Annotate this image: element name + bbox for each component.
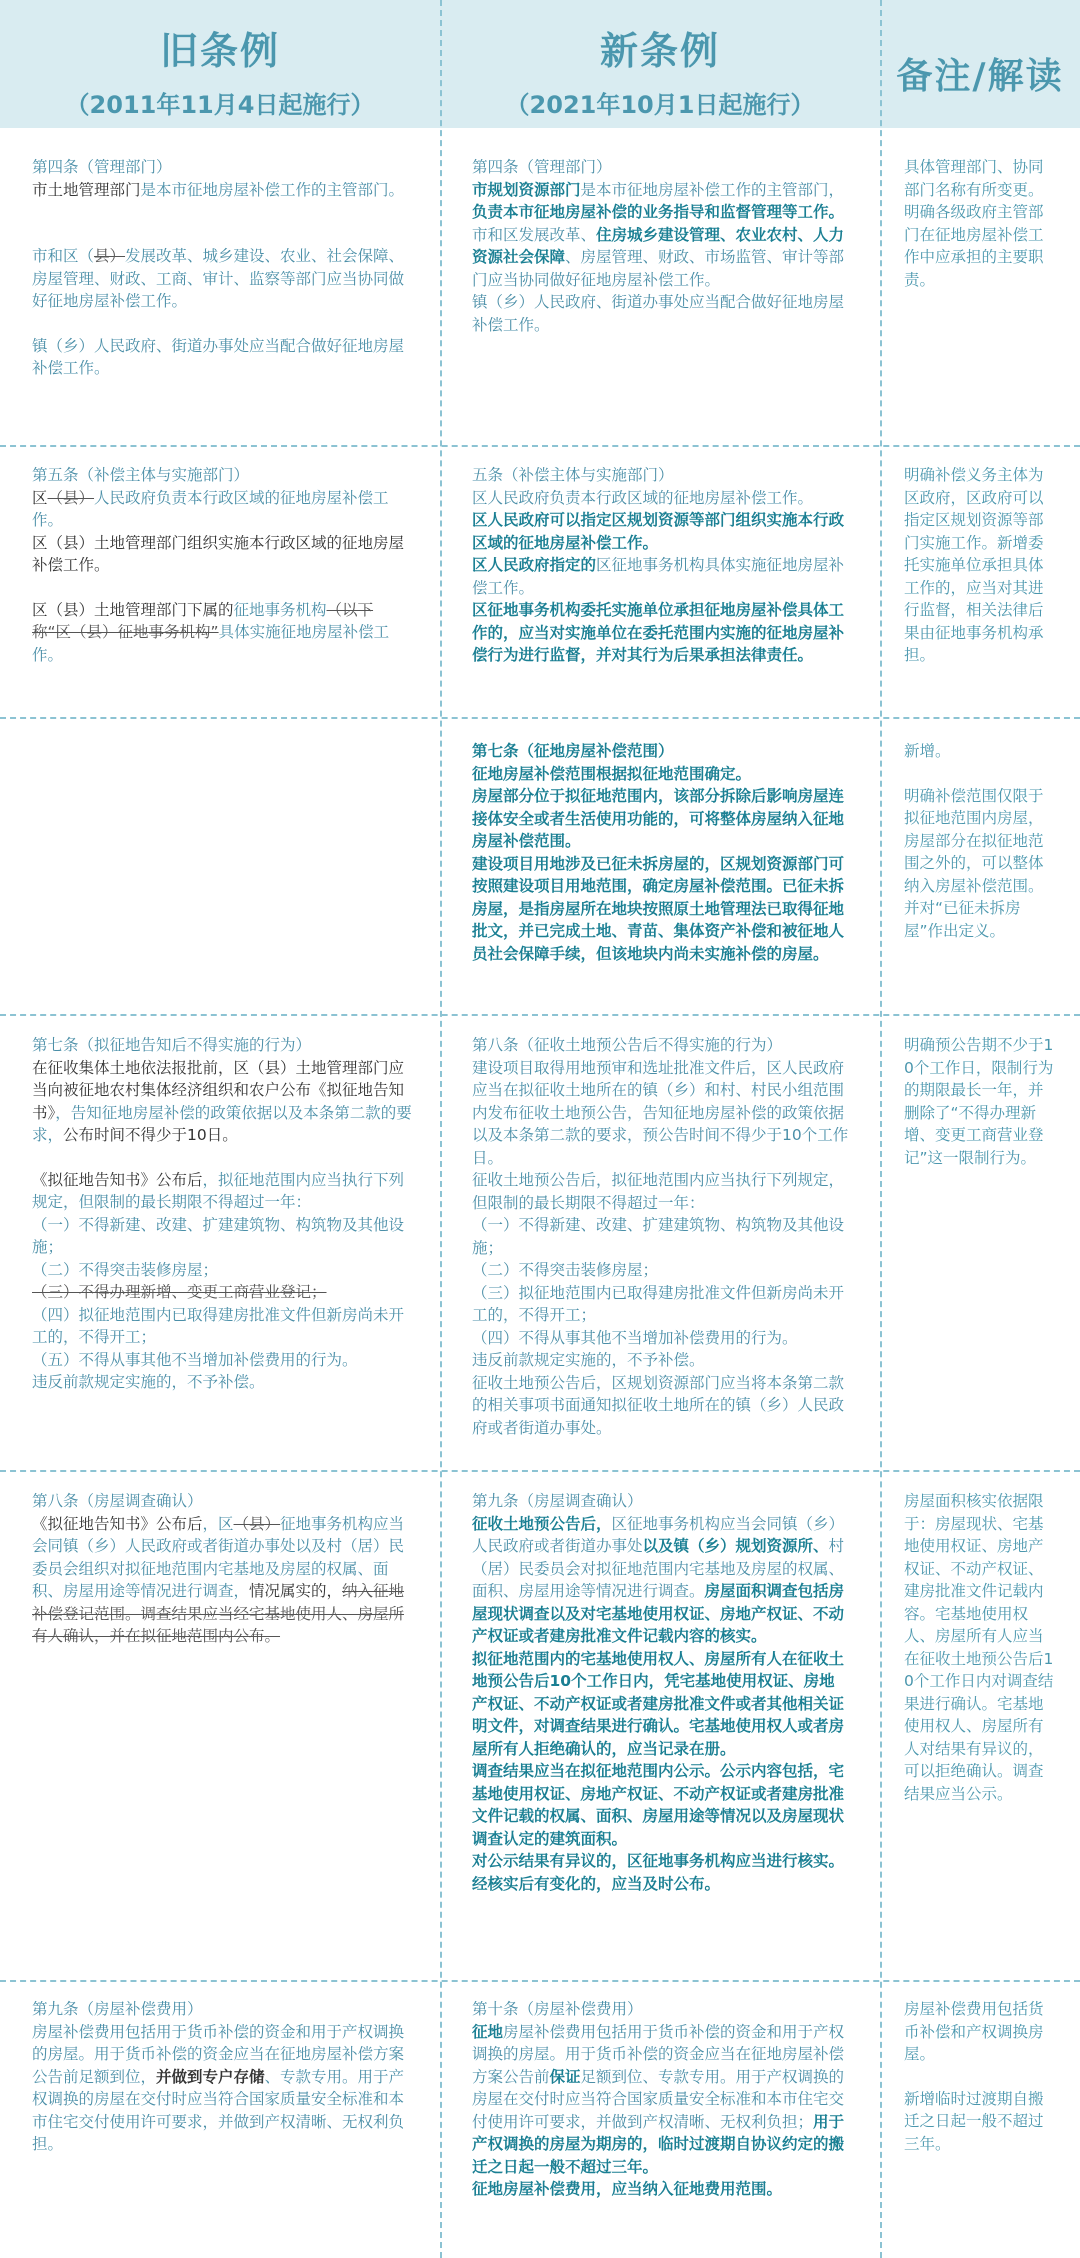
clause-heading: 五条（补偿主体与实施部门） <box>472 466 674 484</box>
text-span: 具体实施征地房屋补偿工作。 <box>32 623 390 664</box>
deleted-text: 县） <box>94 247 126 265</box>
clause-paragraph: 建设项目用地涉及已征未拆房屋的，区规划资源部门可按照建设项目用地范围，确定房屋补偿范围。已征未拆房屋，是指房屋所在地块按照原土地管理法已取得征地批文，并已完成土地、青苗、集体资产补偿和被征地人员社会保障手续，但该地块内尚未实施补偿的房屋。 <box>472 854 845 963</box>
clause-paragraph: 调查结果应当在拟征地范围内公示。公示内容包括，宅基地使用权证、房地产权证、不动产权证或者建房批准文件记载的权属、面积、房屋用途等情况以及房屋现状调查认定的建筑面积。 <box>472 1762 845 1848</box>
text-span: 是本市征地房屋补偿工作的主管部门， <box>580 180 845 199</box>
header-new-title: 新条例 <box>599 29 720 73</box>
text-span: 、房屋管理、财政、市场监管、审计等部门应当协同做好征地房屋补偿工作。 <box>472 248 845 289</box>
text-span: 以及镇（乡）规划资源所、 <box>642 1537 829 1555</box>
clause-paragraph <box>32 2021 412 2156</box>
text-span: ，拟征地范围内应当执行下列规定，但限制的最长期限不得超过一年： <box>32 1170 405 1211</box>
row5-old-cell <box>32 1490 412 1648</box>
text-span: 村（居）民委员会对拟征地范围内宅基地及房屋的权属、面积、房屋用途等情况进行调查。 <box>472 1537 845 1600</box>
row5-note: 房屋面积核实依据限于：房屋现状、宅基地使用权证、房地产权证、不动产权证、建房批准文件记载内容。宅基地使用权人、房屋所有人应当在征收土地预公告后10个工作日内对调查结果进行确认。宅基地使用权人、房屋所有人对结果有异议的，可以拒绝确认。调查结果应当公示。 <box>904 1492 1054 1803</box>
clause-heading: 第九条（房屋调查确认） <box>472 1492 643 1510</box>
clause-paragraph <box>32 1169 412 1214</box>
clause-paragraph: 征收土地预公告后，拟征地范围内应当执行下列规定，但限制的最长期限不得超过一年： <box>472 1171 845 1212</box>
clause-heading: 第九条（房屋补偿费用） <box>32 2000 203 2018</box>
column-divider <box>880 0 882 2258</box>
text-span: 人民政府负责本行政区域的征地房屋补偿工作。 <box>32 488 389 529</box>
list-item: （一）不得新建、改建、扩建建筑物、构筑物及其他设施； <box>472 1216 845 1257</box>
header-new-subtitle: （2021年10月1日起施行） <box>505 91 815 119</box>
clause-heading: 第八条（房屋调查确认） <box>32 1492 203 1510</box>
text-span: ，告知征地房屋补偿的政策依据以及本条第二款的要求， <box>32 1103 412 1144</box>
row6-new-cell <box>472 1998 850 2201</box>
row3-new-cell <box>472 740 850 965</box>
list-item: （四）拟征地范围内已取得建房批准文件但新房尚未开工的，不得开工； <box>32 1305 405 1346</box>
row-divider <box>0 1014 1080 1016</box>
text-span: 房屋补偿费用包括用于货币补偿的资金和用于产权调换的房屋。用于货币补偿的资金应当在征地房屋补偿方案公告前 <box>472 2022 845 2086</box>
row1-old-cell <box>32 156 412 380</box>
deleted-text: （县） <box>233 1514 281 1533</box>
row1-new-cell <box>472 156 850 336</box>
row1-note: 具体管理部门、协同部门名称有所变更。明确各级政府主管部门在征地房屋补偿工作中应承担的主要职责。 <box>904 158 1044 289</box>
text-span: 市规划资源部门 <box>472 180 581 199</box>
row-divider <box>0 1980 1080 1982</box>
row4-old-cell <box>32 1034 412 1394</box>
row6-note <box>904 1998 1056 2155</box>
clause-paragraph <box>472 1513 850 1648</box>
clause-heading: 第四条（管理部门） <box>32 158 172 176</box>
clause-paragraph <box>32 179 412 202</box>
clause-paragraph: 区（县）土地管理部门组织实施本行政区域的征地房屋补偿工作。 <box>32 533 405 574</box>
text-span: 情况属实的， <box>249 1582 343 1600</box>
text-span: 《拟征地告知书》公布后 <box>32 1514 203 1533</box>
row2-new-cell <box>472 464 850 667</box>
text-span: 用于产权调换的房屋为期房的，临时过渡期自协议约定的搬迁之日起一般不超过三年。 <box>472 2112 845 2176</box>
header-old-title: 旧条例 <box>159 29 280 73</box>
row3-note <box>904 740 1056 942</box>
clause-paragraph <box>32 245 412 313</box>
text-span: 区 <box>32 488 48 507</box>
clause-heading: 第四条（管理部门） <box>472 158 612 176</box>
clause-paragraph: 拟征地范围内的宅基地使用权人、房屋所有人在征收土地预公告后10个工作日内，凭宅基地使用权证、房地产权证、不动产权证或者建房批准文件或者其他相关证明文件，对调查结果进行确认。宅基地使用权人或者房屋所有人拒绝确认的，应当记录在册。 <box>472 1649 845 1758</box>
text-span: ，区 <box>202 1514 234 1533</box>
clause-paragraph: 区人民政府可以指定区规划资源等部门组织实施本行政区域的征地房屋补偿工作。 <box>472 511 845 552</box>
text-span: 区征地事务机构具体实施征地房屋补偿工作。 <box>472 556 845 597</box>
deleted-text: （县） <box>47 488 95 507</box>
text-span: 征地事务机构应当会同镇（乡）人民政府或者街道办事处以及村（居）民委员会组织对拟征地范围内宅基地及房屋的权属、面积、房屋用途等情况进行调查， <box>32 1514 405 1600</box>
deleted-text: （以下称“区（县）征地事务机构” <box>32 600 374 641</box>
row-divider <box>0 445 1080 447</box>
clause-paragraph: 房屋部分位于拟征地范围内，该部分拆除后影响房屋连接体安全或者生活使用功能的，可将整体房屋纳入征地房屋补偿范围。 <box>472 787 845 850</box>
list-item: （五）不得从事其他不当增加补偿费用的行为。 <box>32 1350 358 1369</box>
header-notes <box>880 0 1080 128</box>
text-span: 负责本市征地房屋补偿的业务指导和监督管理等工作。 <box>472 203 845 221</box>
text-span: 发展改革、城乡建设、农业、社会保障、房屋管理、财政、工商、审计、监察等部门应当协同做好征地房屋补偿工作。 <box>32 247 405 310</box>
clause-heading: 第八条（征收土地预公告后不得实施的行为） <box>472 1036 783 1054</box>
text-span: 《拟征地告知书》公布后 <box>32 1170 203 1189</box>
text-span: 足额到位、专款专用。用于产权调换的房屋在交付时应当符合国家质量安全标准和本市住宅交付使用许可要求，并做到产权清晰、无权利负担； <box>472 2067 845 2131</box>
text-span: 区征地事务机构应当会同镇（乡）人民政府或者街道办事处 <box>472 1514 845 1555</box>
clause-paragraph <box>32 599 412 667</box>
row-divider <box>0 1470 1080 1472</box>
header-old-subtitle: （2011年11月4日起施行） <box>65 91 375 119</box>
header-notes-title: 备注/解读 <box>896 56 1064 97</box>
row6-old-cell <box>32 1998 412 2156</box>
clause-paragraph: 镇（乡）人民政府、街道办事处应当配合做好征地房屋补偿工作。 <box>32 336 405 377</box>
text-span: 房屋补偿费用包括用于货币补偿的资金和用于产权调换的房屋。用于货币补偿的资金应当在征地房屋补偿方案公告前足额到位， <box>32 2022 405 2086</box>
note-paragraph: 新增临时过渡期自搬迁之日起一般不超过三年。 <box>904 2089 1044 2153</box>
clause-paragraph: 建设项目取得用地预审和选址批准文件后，区人民政府应当在拟征收土地所在的镇（乡）和村、村民小组范围内发布征收土地预公告，告知征地房屋补偿的政策依据以及本条第二款的要求，预公告时间不得少于10个工作日。 <box>472 1058 849 1167</box>
clause-paragraph: 征地房屋补偿范围根据拟征地范围确定。 <box>472 764 752 783</box>
deleted-text: 纳入征地补偿登记范围。调查结果应当经宅基地使用人、房屋所有人确认，并在拟征地范围内公布。 <box>32 1582 405 1645</box>
clause-paragraph <box>472 2021 850 2179</box>
note-paragraph: 房屋补偿费用包括货币补偿和产权调换房屋。 <box>904 2000 1044 2063</box>
list-item: （二）不得突击装修房屋； <box>472 1261 659 1279</box>
clause-paragraph <box>32 1057 412 1147</box>
text-span: 住房城乡建设管理、农业农村、人力资源社会保障 <box>472 225 845 266</box>
note-paragraph: 明确补偿范围仅限于拟征地范围内房屋，房屋部分在拟征地范围之外的，可以整体纳入房屋补偿范围。并对“已征未拆房屋”作出定义。 <box>904 786 1044 940</box>
clause-paragraph: 镇（乡）人民政府、街道办事处应当配合做好征地房屋补偿工作。 <box>472 293 845 334</box>
row4-note: 明确预公告期不少于10个工作日，限制行为的期限最长一年，并删除了“不得办理新增、变更工商营业登记”这一限制行为。 <box>904 1036 1054 1167</box>
text-span: 、专款专用。用于产权调换的房屋在交付时应当符合国家质量安全标准和本市住宅交付使用许可要求，并做到产权清晰、无权利负担。 <box>32 2067 405 2153</box>
text-span: 保证 <box>549 2067 581 2086</box>
text-span: 市土地管理部门 <box>32 180 141 199</box>
header-new <box>440 0 880 128</box>
text-span: 市和区发展改革、 <box>472 225 597 244</box>
list-item: （三）不得办理新增、变更工商营业登记； <box>32 1283 327 1301</box>
row2-old-cell <box>32 464 412 666</box>
list-item: （一）不得新建、改建、扩建建筑物、构筑物及其他设施； <box>32 1215 405 1256</box>
clause-paragraph: 区征地事务机构委托实施单位承担征地房屋补偿具体工作的，应当对实施单位在委托范围内实施的征地房屋补偿行为进行监督，并对其行为后果承担法律责任。 <box>472 601 845 664</box>
text-span: 是本市征地房屋补偿工作的主管部门。 <box>140 180 405 199</box>
text-span: 区人民政府指定的 <box>472 556 597 574</box>
text-span: 并做到专户存储 <box>156 2067 265 2086</box>
row4-new-cell <box>472 1034 850 1439</box>
header-old <box>0 0 440 128</box>
text-span: 征地 <box>472 2022 504 2041</box>
clause-paragraph: 征地房屋补偿费用，应当纳入征地费用范围。 <box>472 2180 783 2198</box>
clause-paragraph: 违反前款规定实施的，不予补偿。 <box>32 1373 265 1391</box>
clause-heading: 第五条（补偿主体与实施部门） <box>32 466 250 484</box>
row-divider <box>0 717 1080 719</box>
clause-paragraph <box>472 179 850 224</box>
row5-new-cell <box>472 1490 850 1895</box>
clause-heading: 第七条（拟征地告知后不得实施的行为） <box>32 1036 312 1054</box>
text-span: 在征收集体土地依法报批前，区（县）土地管理部门应当向被征地农村集体经济组织和农户公布《拟征地告知书》 <box>32 1058 405 1122</box>
text-span: 房屋面积调查包括房屋现状调查以及对宅基地使用权证、房地产权证、不动产权证或者建房批准文件记载内容的核实。 <box>472 1582 845 1645</box>
text-span: 征地事务机构 <box>233 600 327 619</box>
clause-paragraph <box>32 487 412 532</box>
text-span: 市和区（ <box>32 247 95 265</box>
text-span: 区（县）土地管理部门下属的 <box>32 600 234 619</box>
clause-paragraph: 区人民政府负责本行政区域的征地房屋补偿工作。 <box>472 488 814 507</box>
column-divider <box>440 0 442 2258</box>
clause-paragraph: 对公示结果有异议的，区征地事务机构应当进行核实。经核实后有变化的，应当及时公布。 <box>472 1852 845 1893</box>
clause-paragraph <box>472 224 850 292</box>
clause-heading: 第十条（房屋补偿费用） <box>472 2000 643 2018</box>
text-span: 公布时间不得少于10日。 <box>63 1126 238 1144</box>
list-item: （三）拟征地范围内已取得建房批准文件但新房尚未开工的，不得开工； <box>472 1283 845 1324</box>
clause-paragraph: 违反前款规定实施的，不予补偿。 <box>472 1351 705 1369</box>
clause-paragraph <box>32 1513 412 1648</box>
clause-paragraph <box>472 554 850 599</box>
note-paragraph: 新增。 <box>904 742 951 760</box>
clause-paragraph: 征收土地预公告后，区规划资源部门应当将本条第二款的相关事项书面通知拟征收土地所在的镇（乡）人民政府或者街道办事处。 <box>472 1373 845 1437</box>
clause-heading: 第七条（征地房屋补偿范围） <box>472 742 674 760</box>
row2-note: 明确补偿义务主体为区政府，区政府可以指定区规划资源等部门实施工作。新增委托实施单位承担具体工作的，应当对其进行监督，相关法律后果由征地事务机构承担。 <box>904 466 1044 664</box>
text-span: 征收土地预公告后， <box>472 1514 612 1533</box>
list-item: （二）不得突击装修房屋； <box>32 1260 219 1279</box>
list-item: （四）不得从事其他不当增加补偿费用的行为。 <box>472 1328 798 1347</box>
